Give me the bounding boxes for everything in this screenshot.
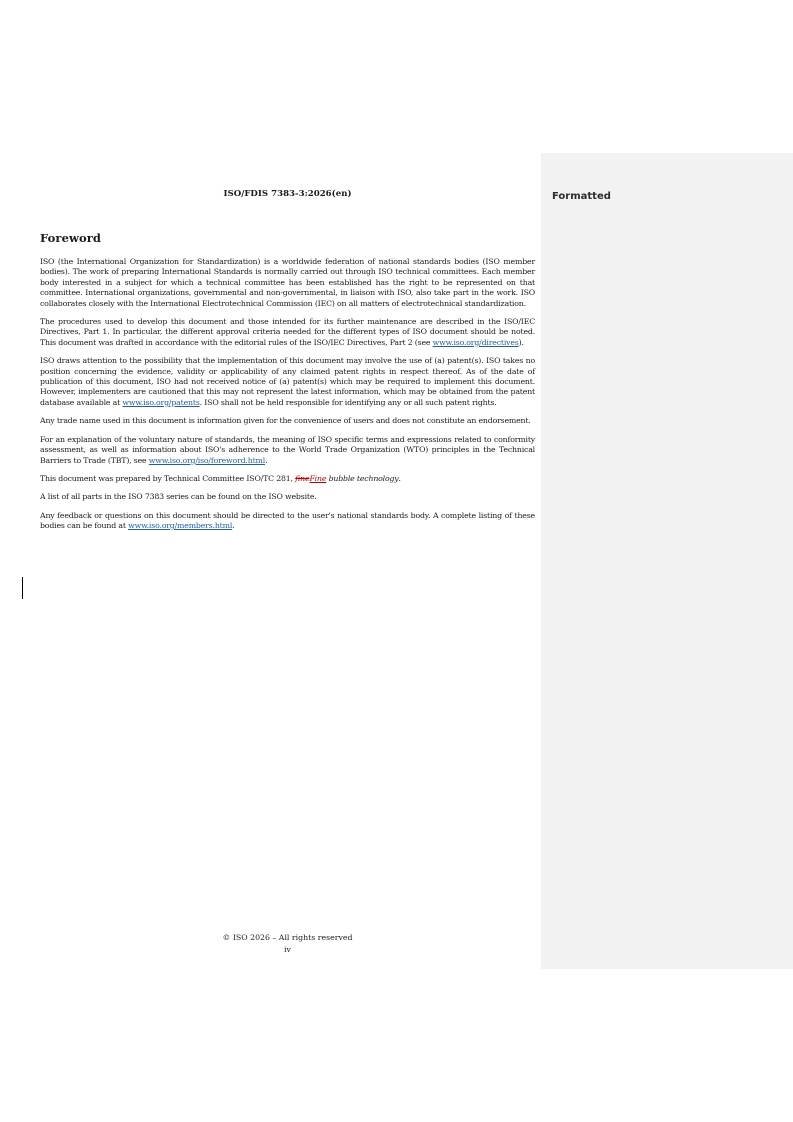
change-bar	[22, 577, 23, 599]
paragraph-iso-intro: ISO (the International Organization for Standardization) is a worldwide federation of national standards bodies (ISO member bodies). The work of preparing International Standards is normally carried out through ISO technical committees. Each member body interested in a subject for which a technical committee has been established has the right to be represented on that committee. International organizations, governmental and non-governmental, in liaison with ISO, also take part in the work. ISO collaborates closely with the International Electrotechnical Commission (IEC) on all matters of electrotechnical standardization.	[40, 257, 535, 308]
foreword-heading: Foreword	[40, 231, 102, 245]
foreword-link[interactable]: www.iso.org/iso/foreword.html	[148, 455, 266, 465]
document-id: ISO/FDIS 7383-3:2026(en)	[223, 189, 352, 199]
directives-link[interactable]: www.iso.org/directives	[432, 337, 519, 347]
paragraph-series: A list of all parts in the ISO 7383 series can be found on the ISO website.	[40, 492, 317, 502]
voluntary-text: For an explanation of the voluntary nature of standards, the meaning of ISO specific terms and expressions related to conformity assessment, as well as information about ISO's adherence to the World Trade Organization (WTO) principles in the Technical Barriers to Trade (TBT), see	[40, 434, 535, 465]
paragraph-voluntary	[40, 435, 535, 466]
patents-text: ISO draws attention to the possibility that the implementation of this document may involve the use of (a) patent(s). ISO takes no position concerning the evidence, validity or applicability of any claimed patent rights in respect thereof. As of the date of publication of this document, ISO had not received notice of (a) patent(s) which may be required to implement this document. However, implementers are cautioned that this may not represent the latest information, which may be obtained from the patent database available at	[40, 356, 535, 407]
members-link[interactable]: www.iso.org/members.html	[128, 521, 233, 531]
voluntary-text-end: .	[265, 455, 268, 465]
comments-pane	[541, 153, 793, 969]
tracked-insertion[interactable]: Fine	[309, 473, 327, 483]
paragraph-procedures	[40, 317, 535, 348]
comment-formatted-label: Formatted	[552, 191, 611, 202]
patents-link[interactable]: www.iso.org/patents	[122, 397, 200, 407]
paragraph-trade-name: Any trade name used in this document is information given for the convenience of users and does not constitute an endorsement.	[40, 416, 531, 426]
procedures-text-end: ).	[518, 337, 524, 347]
committee-text-end: .	[398, 473, 401, 483]
feedback-text-end: .	[232, 521, 235, 531]
procedures-text: The procedures used to develop this document and those intended for its further maintenance are described in the ISO/IEC Directives, Part 1. In particular, the different approval criteria needed for the different types of ISO document should be noted. This document was drafted in accordance with the editorial rules of the ISO/IEC Directives, Part 2 (see	[40, 317, 535, 347]
page-footer	[40, 932, 535, 955]
page-number: iv	[284, 944, 291, 954]
paragraph-feedback	[40, 511, 535, 532]
tracked-deletion[interactable]: fine	[295, 473, 310, 483]
patents-text-end: . ISO shall not be held responsible for identifying any or all such patent rights.	[199, 397, 497, 407]
foreword-body	[40, 257, 535, 540]
committee-title: bubble technology	[326, 473, 399, 483]
committee-text: This document was prepared by Technical Committee ISO/TC 281,	[40, 473, 296, 483]
paragraph-patents	[40, 356, 535, 408]
feedback-text: Any feedback or questions on this document should be directed to the user's national standards body. A complete listing of these bodies can be found at	[40, 510, 535, 531]
paragraph-committee	[40, 474, 535, 484]
copyright-notice: © ISO 2026 – All rights reserved	[222, 933, 353, 942]
